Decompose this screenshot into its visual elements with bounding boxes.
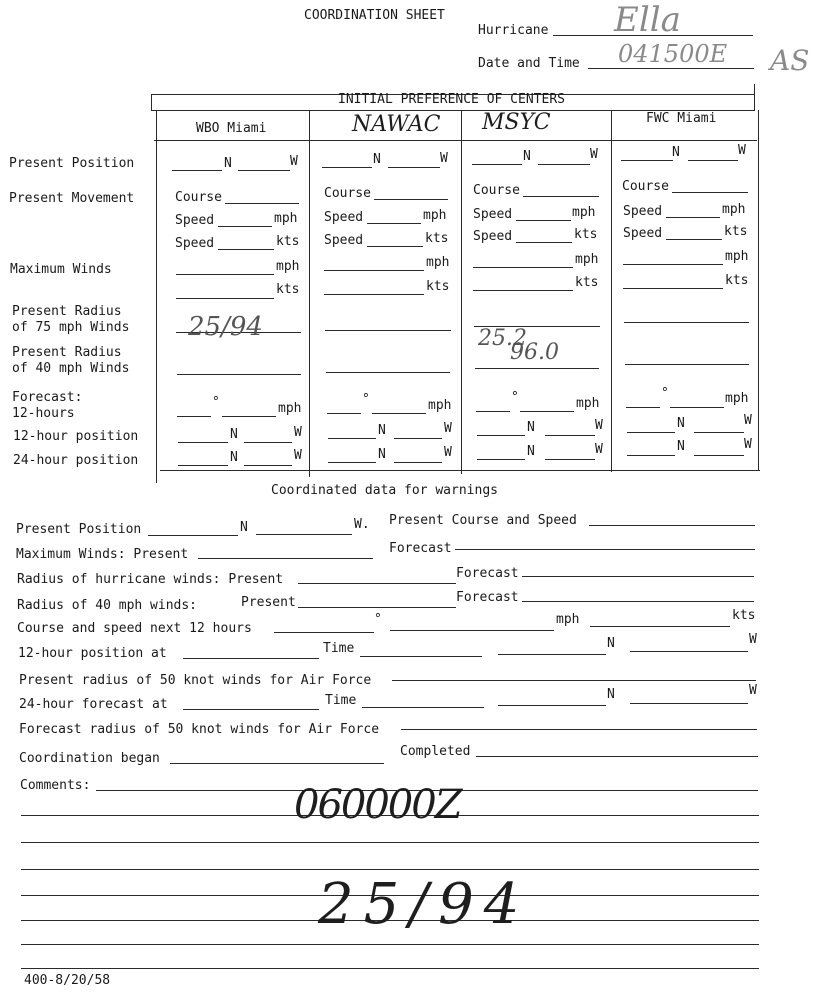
max-winds-mph-field[interactable] — [176, 274, 274, 275]
present-position-label: Present Position — [16, 522, 142, 537]
max-winds-forecast-label: Forecast — [389, 541, 452, 556]
forecast24-at-field[interactable] — [183, 709, 319, 710]
course-field[interactable] — [672, 192, 748, 193]
pos12-lat-field[interactable] — [627, 432, 675, 433]
forecast-mph-unit: mph — [725, 391, 749, 406]
speed-12h-mph-unit: mph — [556, 612, 580, 627]
pos12-lat-field[interactable] — [498, 654, 606, 655]
forecast-course-field[interactable] — [626, 407, 660, 408]
column-header-wbo-miami: WBO Miami — [196, 121, 267, 136]
max-winds-mph-unit: mph — [276, 259, 300, 274]
pos-lat-field[interactable] — [621, 160, 673, 161]
forecast-speed-field[interactable] — [520, 411, 574, 412]
table-col-divider-1 — [309, 111, 310, 477]
row-label-present-position: Present Position — [9, 156, 135, 171]
course-12h-field[interactable] — [274, 632, 374, 633]
course-label: Course — [324, 186, 371, 201]
forecast-mph-unit: mph — [428, 398, 452, 413]
pos-lat-field[interactable] — [472, 164, 522, 165]
pos24-w-label: W — [744, 437, 752, 452]
max-winds-kts-field[interactable] — [623, 288, 723, 289]
hurricane-value: Ella — [614, 0, 681, 40]
row-label-radius-75: Present Radius of 75 mph Winds — [12, 304, 130, 335]
table-col-divider-2 — [461, 111, 462, 474]
speed-mph-field[interactable] — [367, 223, 421, 224]
pos-lon-field[interactable] — [688, 160, 738, 161]
radius-40-present-field[interactable] — [298, 607, 456, 608]
pos24-w-label: W — [294, 448, 302, 463]
column-header-fwc-miami: FWC Miami — [646, 111, 717, 126]
n-label: N — [224, 156, 232, 171]
pos12-time-field[interactable] — [360, 656, 482, 657]
pos12-w-label: W — [595, 418, 603, 433]
pos24-n-label: N — [230, 450, 238, 465]
speed-mph-field[interactable] — [516, 220, 571, 221]
comments-label: Comments: — [20, 778, 91, 793]
radius50-af-label: Present radius of 50 knot winds for Air Force — [19, 673, 372, 688]
datetime-field[interactable] — [588, 68, 754, 69]
column-header-msyc: MSYC — [482, 110, 551, 135]
speed-mph-label: Speed — [473, 207, 513, 222]
initials: AS — [770, 44, 810, 77]
max-winds-mph-field[interactable] — [623, 264, 723, 265]
speed-mph-field[interactable] — [218, 226, 272, 227]
table-bottom-border — [160, 470, 760, 471]
comment-handwritten-radius: 25/94 — [318, 872, 530, 937]
radius40-field[interactable] — [625, 364, 749, 365]
pos12-n-label: N — [677, 416, 685, 431]
pos12-lat-field[interactable] — [178, 442, 228, 443]
pos12-lon-field[interactable] — [244, 442, 292, 443]
pos-lat-field[interactable] — [172, 170, 222, 171]
table-title: INITIAL PREFERENCE OF CENTERS — [338, 92, 565, 107]
pos24-lat-field[interactable] — [477, 459, 525, 460]
forecast-degree: ° — [212, 395, 220, 410]
max-winds-mph-unit: mph — [426, 255, 450, 270]
mph-unit: mph — [274, 211, 298, 226]
pos-lat-field[interactable] — [322, 167, 372, 168]
pos24-lat-field[interactable] — [178, 465, 228, 466]
course-12h-degree: ° — [374, 612, 382, 627]
forecast-course-field[interactable] — [327, 413, 361, 414]
radius75-field[interactable] — [624, 322, 749, 323]
forecast-degree: ° — [661, 386, 669, 401]
pos-lon-field[interactable] — [538, 164, 590, 165]
row-label-12h-position: 12-hour position — [13, 429, 139, 444]
radius-hurricane-label: Radius of hurricane winds: Present — [17, 572, 284, 587]
kts-unit: kts — [574, 227, 598, 242]
table-left-border-lower — [156, 111, 157, 483]
speed-mph-label: Speed — [623, 204, 663, 219]
max-winds-kts-field[interactable] — [324, 294, 424, 295]
max-winds-mph-field[interactable] — [473, 267, 573, 268]
forecast-mph-unit: mph — [576, 396, 600, 411]
course-speed-12h-label: Course and speed next 12 hours — [17, 621, 252, 636]
max-winds-kts-unit: kts — [426, 279, 450, 294]
pos12-lat-field[interactable] — [328, 438, 376, 439]
row-label-forecast-12h: Forecast: 12-hours — [12, 390, 83, 421]
table-header-divider — [154, 140, 757, 141]
forecast-speed-field[interactable] — [222, 416, 276, 417]
pos24-w-label: W — [444, 445, 452, 460]
pos12-n-label: N — [230, 427, 238, 442]
course-field[interactable] — [225, 203, 299, 204]
speed-kts-label: Speed — [175, 236, 215, 251]
forecast-radius50-label: Forecast radius of 50 knot winds for Air Force — [19, 722, 380, 737]
n-label: N — [523, 149, 531, 164]
radius-hurricane-present-field[interactable] — [298, 583, 456, 584]
coordination-began-label: Coordination began — [19, 751, 160, 766]
row-label-present-movement: Present Movement — [9, 191, 135, 206]
max-winds-mph-unit: mph — [725, 249, 749, 264]
w-label: W — [290, 154, 298, 169]
max-winds-kts-field[interactable] — [473, 290, 573, 291]
pos12-n: N — [607, 636, 615, 651]
w-label: W — [440, 151, 448, 166]
speed-mph-label: Speed — [324, 210, 364, 225]
radius-hurricane-forecast-label: Forecast — [456, 566, 519, 581]
present-course-speed-label: Present Course and Speed — [389, 513, 577, 528]
radius75-field[interactable] — [325, 330, 451, 331]
radius-hurricane-forecast-field[interactable] — [522, 576, 754, 577]
mph-unit: mph — [423, 208, 447, 223]
present-position-lat-field[interactable] — [148, 535, 238, 536]
radius-40-present-label: Present — [241, 595, 296, 610]
pos12-lon-field[interactable] — [630, 651, 748, 652]
column-header-nawac: NAWAC — [352, 112, 441, 137]
max-winds-mph-unit: mph — [575, 252, 599, 267]
pos24-n-label: N — [378, 447, 386, 462]
radius40-handwritten: 96.0 — [510, 340, 559, 365]
forecast-course-field[interactable] — [476, 411, 510, 412]
forecast-radius50-field[interactable] — [401, 729, 757, 730]
speed-kts-field[interactable] — [666, 239, 722, 240]
forecast-degree: ° — [511, 390, 519, 405]
speed-mph-label: Speed — [175, 213, 215, 228]
course-label: Course — [622, 179, 669, 194]
forecast-speed-field[interactable] — [670, 407, 724, 408]
coordinated-section-title: Coordinated data for warnings — [271, 483, 498, 498]
radius40-field[interactable] — [326, 372, 450, 373]
kts-unit: kts — [724, 224, 748, 239]
present-position-lon-field[interactable] — [256, 534, 352, 535]
pos12-time-label: Time — [323, 641, 355, 656]
mph-unit: mph — [572, 205, 596, 220]
pos24-lat-field[interactable] — [627, 455, 675, 456]
course-field[interactable] — [523, 196, 599, 197]
pos12-at-label: 12-hour position at — [18, 646, 167, 661]
pos12-lat-field[interactable] — [477, 435, 525, 436]
speed-mph-field[interactable] — [666, 217, 720, 218]
radius75-handwritten: 25/94 — [188, 312, 263, 342]
pos12-lon-field[interactable] — [394, 438, 442, 439]
pos24-lon-field[interactable] — [545, 459, 595, 460]
pos24-lat-field[interactable] — [328, 462, 376, 463]
w-label: W — [738, 143, 746, 158]
completed-field[interactable] — [476, 756, 758, 757]
forecast24-lon-field[interactable] — [630, 703, 748, 704]
pos12-w-label: W — [744, 413, 752, 428]
pos24-n-label: N — [527, 444, 535, 459]
table-right-border-lower — [758, 110, 759, 471]
forecast24-at-label: 24-hour forecast at — [19, 697, 168, 712]
pos24-lon-field[interactable] — [394, 462, 442, 463]
radius40-field[interactable] — [475, 368, 599, 369]
pos24-n-label: N — [677, 439, 685, 454]
max-winds-kts-field[interactable] — [176, 298, 274, 299]
forecast24-time-label: Time — [325, 693, 357, 708]
present-position-n: N — [240, 520, 248, 535]
forecast-degree: ° — [362, 392, 370, 407]
pos24-w-label: W — [595, 442, 603, 457]
forecast-course-field[interactable] — [177, 416, 211, 417]
radius-40-forecast-label: Forecast — [456, 590, 519, 605]
pos12-w-label: W — [444, 421, 452, 436]
comments-line-4[interactable] — [21, 869, 759, 870]
forecast24-time-field[interactable] — [362, 707, 484, 708]
pos24-lon-field[interactable] — [694, 455, 744, 456]
hurricane-label: Hurricane — [478, 23, 549, 38]
forecast24-n: N — [607, 687, 615, 702]
radius-40-label: Radius of 40 mph winds: — [17, 598, 198, 613]
datetime-label: Date and Time — [478, 56, 580, 71]
course-label: Course — [473, 183, 520, 198]
max-winds-forecast-field[interactable] — [455, 549, 755, 550]
pos12-n-label: N — [378, 423, 386, 438]
speed-kts-label: Speed — [473, 229, 513, 244]
speed-kts-field[interactable] — [516, 242, 572, 243]
course-field[interactable] — [374, 199, 448, 200]
speed-kts-label: Speed — [623, 226, 663, 241]
table-right-border — [754, 84, 755, 110]
comments-line-3[interactable] — [21, 842, 759, 843]
comment-handwritten-time: 060000Z — [294, 782, 461, 828]
pos12-lon-field[interactable] — [694, 432, 744, 433]
pos24-lon-field[interactable] — [244, 465, 292, 466]
row-label-24h-position: 24-hour position — [13, 453, 139, 468]
kts-unit: kts — [276, 234, 300, 249]
form-number: 400-8/20/58 — [24, 973, 111, 988]
n-label: N — [672, 145, 680, 160]
max-winds-kts-unit: kts — [276, 282, 300, 297]
coordination-began-field[interactable] — [170, 763, 384, 764]
speed-kts-label: Speed — [324, 233, 364, 248]
pos-lon-field[interactable] — [388, 167, 440, 168]
max-winds-present-field[interactable] — [198, 558, 373, 559]
radius75-handwritten: 25.2 — [478, 326, 527, 351]
radius40-field[interactable] — [177, 374, 301, 375]
pos12-n-label: N — [527, 420, 535, 435]
max-winds-kts-unit: kts — [575, 275, 599, 290]
present-position-w: W. — [354, 517, 370, 532]
w-label: W — [590, 147, 598, 162]
table-left-border — [151, 94, 152, 111]
speed-12h-kts-unit: kts — [732, 608, 756, 623]
forecast24-lat-field[interactable] — [498, 705, 606, 706]
radius-40-forecast-field[interactable] — [522, 601, 754, 602]
max-winds-mph-field[interactable] — [324, 270, 424, 271]
pos12-w-label: W — [294, 425, 302, 440]
form-title: COORDINATION SHEET — [304, 8, 445, 23]
speed-kts-field[interactable] — [367, 246, 423, 247]
speed-12h-kts-field[interactable] — [590, 626, 730, 627]
pos12-lon-field[interactable] — [545, 435, 595, 436]
forecast24-w: W — [749, 683, 757, 698]
n-label: N — [373, 152, 381, 167]
pos-lon-field[interactable] — [238, 170, 290, 171]
comments-line-8[interactable] — [21, 968, 759, 969]
radius50-af-field[interactable] — [392, 680, 756, 681]
max-winds-present-label: Maximum Winds: Present — [16, 547, 189, 562]
forecast-mph-unit: mph — [278, 401, 302, 416]
mph-unit: mph — [722, 202, 746, 217]
speed-12h-mph-field[interactable] — [390, 630, 554, 631]
course-label: Course — [175, 190, 222, 205]
row-label-radius-40: Present Radius of 40 mph Winds — [12, 345, 130, 376]
max-winds-kts-unit: kts — [725, 273, 749, 288]
comments-line-7[interactable] — [21, 944, 759, 945]
datetime-value: 041500E — [618, 40, 728, 68]
kts-unit: kts — [425, 231, 449, 246]
completed-label: Completed — [400, 744, 471, 759]
pos12-w: W — [749, 632, 757, 647]
forecast-speed-field[interactable] — [372, 413, 426, 414]
present-course-speed-field[interactable] — [589, 525, 755, 526]
pos12-at-field[interactable] — [183, 658, 319, 659]
row-label-maximum-winds: Maximum Winds — [10, 262, 112, 277]
speed-kts-field[interactable] — [218, 249, 274, 250]
table-col-divider-3 — [611, 110, 612, 472]
